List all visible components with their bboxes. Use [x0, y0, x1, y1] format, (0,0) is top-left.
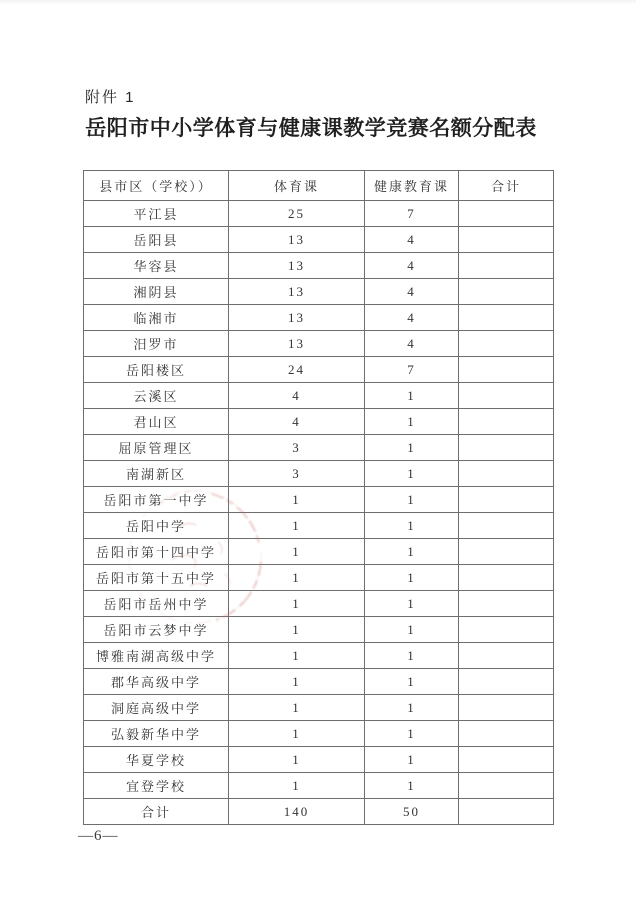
cell-health: 4 — [365, 279, 459, 305]
cell-health: 4 — [365, 253, 459, 279]
table-row — [84, 747, 554, 773]
cell-total — [459, 253, 554, 279]
table-row — [84, 799, 554, 825]
table-row — [84, 721, 554, 747]
attachment-label: 附件 1 — [85, 89, 136, 106]
cell-district: 宜登学校 — [84, 773, 229, 799]
cell-district: 南湖新区 — [84, 461, 229, 487]
cell-pe: 24 — [229, 357, 365, 383]
cell-pe: 1 — [229, 643, 365, 669]
cell-health: 1 — [365, 539, 459, 565]
cell-total — [459, 357, 554, 383]
cell-total — [459, 799, 554, 825]
cell-health: 7 — [365, 201, 459, 227]
cell-total — [459, 565, 554, 591]
cell-health: 1 — [365, 513, 459, 539]
quota-table — [83, 170, 554, 825]
cell-total — [459, 227, 554, 253]
table-row — [84, 773, 554, 799]
cell-district: 洞庭高级中学 — [84, 695, 229, 721]
cell-district: 岳阳楼区 — [84, 357, 229, 383]
cell-health: 1 — [365, 591, 459, 617]
table-row — [84, 617, 554, 643]
cell-health: 4 — [365, 331, 459, 357]
cell-health: 4 — [365, 305, 459, 331]
cell-total — [459, 695, 554, 721]
cell-total — [459, 435, 554, 461]
cell-total — [459, 305, 554, 331]
cell-district: 君山区 — [84, 409, 229, 435]
table-header-row — [84, 171, 554, 201]
table-body — [84, 201, 554, 825]
cell-health: 1 — [365, 461, 459, 487]
cell-district: 岳阳中学 — [84, 513, 229, 539]
cell-health: 50 — [365, 799, 459, 825]
table-row — [84, 591, 554, 617]
cell-pe: 1 — [229, 617, 365, 643]
cell-health: 1 — [365, 695, 459, 721]
cell-total — [459, 513, 554, 539]
cell-district: 岳阳市第十四中学 — [84, 539, 229, 565]
table-row — [84, 643, 554, 669]
cell-district: 岳阳市第十五中学 — [84, 565, 229, 591]
table-row — [84, 539, 554, 565]
cell-district: 华夏学校 — [84, 747, 229, 773]
cell-pe: 1 — [229, 773, 365, 799]
cell-health: 7 — [365, 357, 459, 383]
cell-pe: 3 — [229, 435, 365, 461]
cell-district: 合计 — [84, 799, 229, 825]
cell-pe: 4 — [229, 383, 365, 409]
cell-total — [459, 721, 554, 747]
cell-health: 4 — [365, 227, 459, 253]
table-row — [84, 669, 554, 695]
cell-total — [459, 669, 554, 695]
table-row — [84, 487, 554, 513]
cell-district: 博雅南湖高级中学 — [84, 643, 229, 669]
table-row — [84, 253, 554, 279]
cell-pe: 1 — [229, 721, 365, 747]
table-row — [84, 461, 554, 487]
cell-total — [459, 487, 554, 513]
cell-total — [459, 409, 554, 435]
cell-district: 平江县 — [84, 201, 229, 227]
cell-pe: 13 — [229, 305, 365, 331]
cell-pe: 13 — [229, 279, 365, 305]
table-row — [84, 227, 554, 253]
cell-district: 郡华高级中学 — [84, 669, 229, 695]
cell-pe: 140 — [229, 799, 365, 825]
cell-pe: 3 — [229, 461, 365, 487]
table-row — [84, 435, 554, 461]
cell-total — [459, 331, 554, 357]
cell-health: 1 — [365, 669, 459, 695]
table-row — [84, 305, 554, 331]
table-row — [84, 513, 554, 539]
cell-total — [459, 591, 554, 617]
cell-total — [459, 539, 554, 565]
cell-pe: 13 — [229, 331, 365, 357]
cell-pe: 1 — [229, 591, 365, 617]
cell-total — [459, 201, 554, 227]
cell-health: 1 — [365, 435, 459, 461]
cell-total — [459, 617, 554, 643]
column-header-pe: 体育课 — [229, 171, 365, 201]
column-header-health: 健康教育课 — [365, 171, 459, 201]
cell-district: 华容县 — [84, 253, 229, 279]
cell-district: 云溪区 — [84, 383, 229, 409]
cell-health: 1 — [365, 565, 459, 591]
cell-pe: 1 — [229, 669, 365, 695]
cell-district: 岳阳市岳州中学 — [84, 591, 229, 617]
table-header — [84, 171, 554, 201]
cell-health: 1 — [365, 383, 459, 409]
page-title: 岳阳市中小学体育与健康课教学竞赛名额分配表 — [85, 117, 537, 140]
table-row — [84, 409, 554, 435]
cell-health: 1 — [365, 773, 459, 799]
cell-district: 岳阳市云梦中学 — [84, 617, 229, 643]
cell-health: 1 — [365, 409, 459, 435]
column-header-total: 合计 — [459, 171, 554, 201]
column-header-district: 县市区（学校）） — [84, 171, 229, 201]
cell-pe: 1 — [229, 747, 365, 773]
cell-district: 岳阳市第一中学 — [84, 487, 229, 513]
cell-health: 1 — [365, 643, 459, 669]
cell-total — [459, 279, 554, 305]
cell-pe: 1 — [229, 513, 365, 539]
cell-health: 1 — [365, 747, 459, 773]
cell-health: 1 — [365, 721, 459, 747]
cell-pe: 1 — [229, 565, 365, 591]
cell-health: 1 — [365, 487, 459, 513]
table-row — [84, 357, 554, 383]
table-row — [84, 695, 554, 721]
page-number: —6— — [78, 828, 119, 844]
cell-pe: 4 — [229, 409, 365, 435]
cell-pe: 13 — [229, 227, 365, 253]
table-row — [84, 383, 554, 409]
cell-pe: 13 — [229, 253, 365, 279]
cell-pe: 1 — [229, 539, 365, 565]
cell-district: 临湘市 — [84, 305, 229, 331]
cell-total — [459, 383, 554, 409]
cell-total — [459, 461, 554, 487]
cell-district: 岳阳县 — [84, 227, 229, 253]
cell-health: 1 — [365, 617, 459, 643]
cell-district: 汨罗市 — [84, 331, 229, 357]
cell-district: 湘阴县 — [84, 279, 229, 305]
table-row — [84, 565, 554, 591]
cell-total — [459, 643, 554, 669]
cell-district: 弘毅新华中学 — [84, 721, 229, 747]
table-row — [84, 279, 554, 305]
cell-total — [459, 747, 554, 773]
cell-pe: 1 — [229, 695, 365, 721]
cell-pe: 25 — [229, 201, 365, 227]
cell-pe: 1 — [229, 487, 365, 513]
table-row — [84, 201, 554, 227]
table-row — [84, 331, 554, 357]
cell-total — [459, 773, 554, 799]
cell-district: 屈原管理区 — [84, 435, 229, 461]
